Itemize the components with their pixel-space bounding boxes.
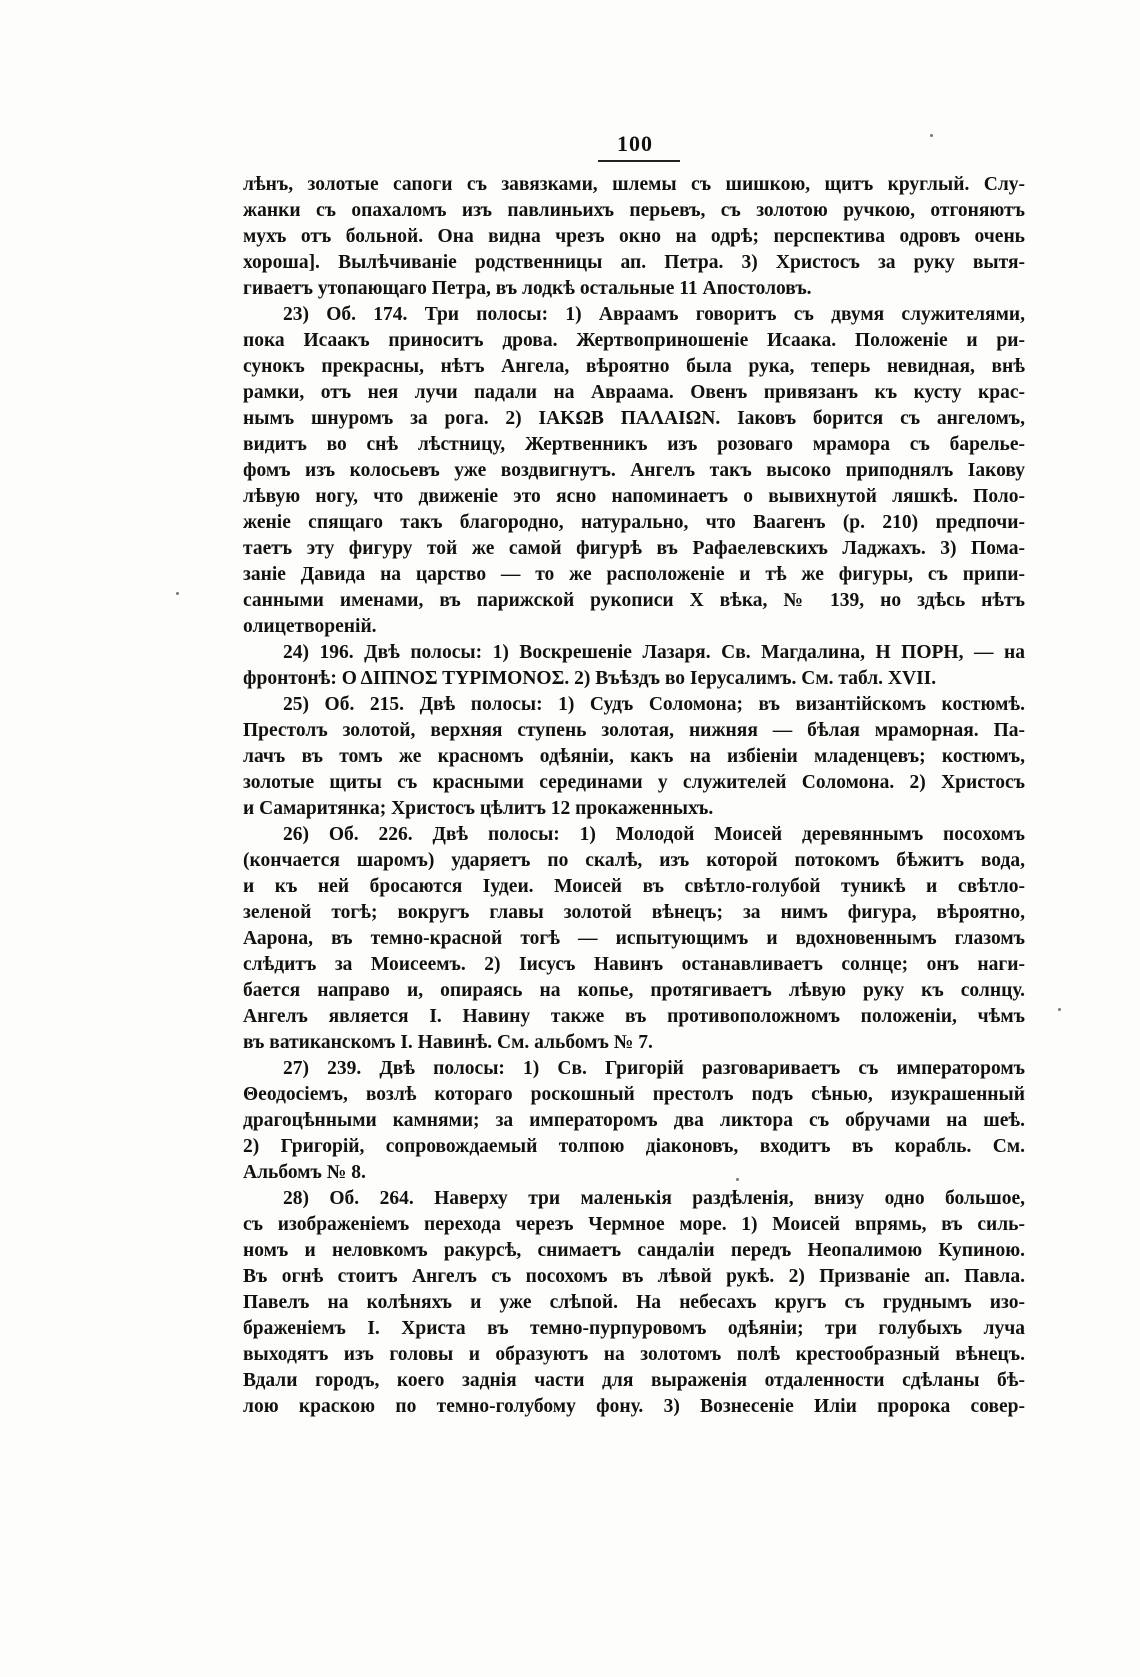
text-line: рамки, отъ нея лучи падали на Авраама. Овенъ привязанъ къ кусту крас- — [243, 382, 1025, 403]
text-line: гиваетъ утопающаго Петра, въ лодкѣ остальные 11 Апостоловъ. — [243, 278, 812, 299]
text-line: заніе Давида на царство — то же расположеніе и тѣ же фигуры, съ припи- — [243, 564, 1025, 585]
text-line: фронтонѣ: Ο ΔΙΠΝΟΣ ΤΥΡΙΜΟΝΟΣ. 2) Въѣздъ во Іерусалимъ. См. табл. XVII. — [243, 668, 937, 689]
text-line: зеленой тогѣ; вокругъ главы золотой вѣнецъ; за нимъ фигура, вѣроятно, — [243, 902, 1025, 923]
text-line: съ изображеніемъ перехода черезъ Чермное море. 1) Моисей впрямь, въ силь- — [243, 1214, 1025, 1235]
text-line: бается направо и, опираясь на копье, протягиваетъ лѣвую руку къ солнцу. — [243, 980, 1025, 1001]
page-number: 100 — [617, 131, 653, 156]
text-line: 28) Об. 264. Наверху три маленькія раздѣленія, внизу одно большое, — [283, 1188, 1025, 1209]
paragraph-28 — [243, 1186, 1025, 1420]
text-line: слѣдитъ за Моисеемъ. 2) Іисусъ Навинъ останавливаетъ солнце; онъ наги- — [243, 954, 1025, 975]
text-line: Въ огнѣ стоитъ Ангелъ съ посохомъ въ лѣвой рукѣ. 2) Призваніе ап. Павла. — [243, 1266, 1025, 1287]
text-line: женіе спящаго такъ благородно, натурально, что Ваагенъ (р. 210) предпочи- — [243, 512, 1025, 533]
text-line: Ангелъ является І. Навину также въ противоположномъ положеніи, чѣмъ — [243, 1006, 1025, 1027]
text-line: лѣвую ногу, что движеніе это ясно напоминаетъ о вывихнутой ляшкѣ. Поло- — [243, 486, 1025, 507]
text-line: (кончается шаромъ) ударяетъ по скалѣ, изъ которой потокомъ бѣжитъ вода, — [243, 850, 1025, 871]
text-line: 23) Об. 174. Три полосы: 1) Авраамъ говоритъ съ двумя служителями, — [283, 304, 1025, 325]
text-body — [243, 172, 1025, 1420]
text-line: Престолъ золотой, верхняя ступень золотая, нижняя — бѣлая мраморная. Па- — [243, 720, 1025, 741]
text-line: лою краскою по темно-голубому фону. 3) Вознесеніе Иліи пророка совер- — [243, 1396, 1025, 1417]
scan-speck — [176, 592, 179, 595]
text-line: браженіемъ І. Христа въ темно-пурпуровомъ одѣяніи; три голубыхъ луча — [243, 1318, 1025, 1339]
text-line: драгоцѣнными камнями; за императоромъ два ликтора съ обручами на шеѣ. — [243, 1110, 1025, 1131]
text-line: фомъ изъ колосьевъ уже воздвигнутъ. Ангелъ такъ высоко приподнялъ Іакову — [243, 460, 1025, 481]
scan-speck — [1058, 1008, 1061, 1011]
text-line: Альбомъ № 8. — [243, 1162, 366, 1183]
text-line: жанки съ опахаломъ изъ павлиньихъ перьевъ, съ золотою ручкою, отгоняютъ — [243, 200, 1025, 221]
paragraph-continuation — [243, 172, 1025, 302]
paragraph-25 — [243, 692, 1025, 822]
text-line: 24) 196. Двѣ полосы: 1) Воскрешеніе Лазаря. Св. Магдалина, Η ΠΟΡΗ, — на — [283, 642, 1025, 663]
paragraph-24 — [243, 640, 1025, 692]
paragraph-27 — [243, 1056, 1025, 1186]
text-line: мухъ отъ больной. Она видна чрезъ окно на одрѣ; перспектива одровъ очень — [243, 226, 1025, 247]
text-line: пока Исаакъ приноситъ дрова. Жертвоприношеніе Исаака. Положеніе и ри- — [243, 330, 1025, 351]
text-line: Аарона, въ темно-красной тогѣ — испытующимъ и вдохновеннымъ глазомъ — [243, 928, 1025, 949]
page-number-rule — [598, 160, 680, 162]
text-line: и къ ней бросаются Іудеи. Моисей въ свѣтло-голубой туникѣ и свѣтло- — [243, 876, 1025, 897]
text-line: видитъ во снѣ лѣстницу, Жертвенникъ изъ розоваго мрамора съ барелье- — [243, 434, 1025, 455]
text-line: золотые щиты съ красными серединами у служителей Соломона. 2) Христосъ — [243, 772, 1025, 793]
scan-speck — [930, 134, 933, 137]
text-line: номъ и неловкомъ ракурсѣ, снимаетъ сандаліи передъ Неопалимою Купиною. — [243, 1240, 1025, 1261]
text-line: 25) Об. 215. Двѣ полосы: 1) Судъ Соломона; въ византійскомъ костюмѣ. — [283, 694, 1025, 715]
scan-speck — [736, 1178, 739, 1181]
text-line: 26) Об. 226. Двѣ полосы: 1) Молодой Моисей деревяннымъ посохомъ — [283, 824, 1025, 845]
text-line: и Самаритянка; Христосъ цѣлитъ 12 прокаженныхъ. — [243, 798, 714, 819]
paragraph-26 — [243, 822, 1025, 1056]
text-line: лѣнъ, золотые сапоги съ завязками, шлемы съ шишкою, щитъ круглый. Слу- — [243, 174, 1025, 195]
text-line: олицетвореній. — [243, 616, 377, 637]
text-line: лачъ въ томъ же красномъ одѣяніи, какъ на избіеніи младенцевъ; костюмъ, — [243, 746, 1025, 767]
text-line: нымъ шнуромъ за рога. 2) ΙΑΚΩΒ ΠΑΛΑΙΩΝ. Іаковъ борится съ ангеломъ, — [243, 408, 1025, 429]
text-line: 27) 239. Двѣ полосы: 1) Св. Григорій разговариваетъ съ императоромъ — [283, 1058, 1025, 1079]
text-line: таетъ эту фигуру той же самой фигурѣ въ Рафаелевскихъ Ладжахъ. 3) Пома- — [243, 538, 1025, 559]
text-line: въ ватиканскомъ І. Навинѣ. См. альбомъ № 7. — [243, 1032, 653, 1053]
text-line: Вдали городъ, коего заднія части для выраженія отдаленности сдѣланы бѣ- — [243, 1370, 1025, 1391]
text-line: санными именами, въ парижской рукописи X вѣка, № 139, но здѣсь нѣтъ — [243, 590, 1025, 611]
text-line: выходятъ изъ головы и образуютъ на золотомъ полѣ крестообразный вѣнецъ. — [243, 1344, 1025, 1365]
paragraph-23 — [243, 302, 1025, 640]
text-line: хороша]. Вылѣчиваніе родственницы ап. Петра. 3) Христосъ за руку вытя- — [243, 252, 1025, 273]
text-line: Θеодосіемъ, возлѣ котораго роскошный престолъ подъ сѣнью, изукрашенный — [243, 1084, 1025, 1105]
text-line: сунокъ прекрасны, нѣтъ Ангела, вѣроятно была рука, теперь невидная, внѣ — [243, 356, 1025, 377]
text-line: 2) Григорій, сопровождаемый толпою діаконовъ, входитъ въ корабль. См. — [243, 1136, 1025, 1157]
text-line: Павелъ на колѣняхъ и уже слѣпой. На небесахъ кругъ съ груднымъ изо- — [243, 1292, 1025, 1313]
